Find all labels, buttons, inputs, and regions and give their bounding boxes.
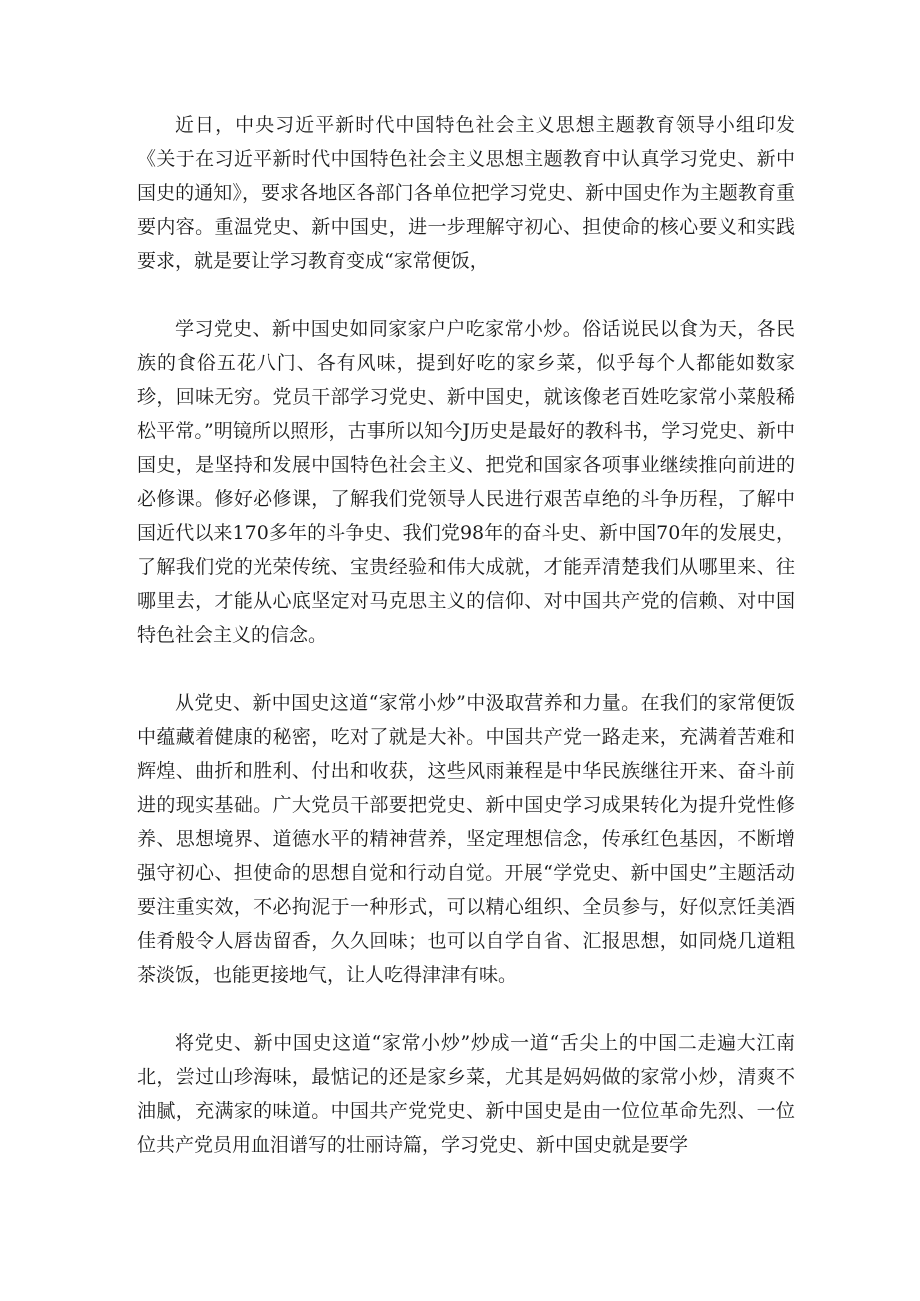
paragraph-3: 从党史、新中国史这道“家常小炒”中汲取营养和力量。在我们的家常便饭中蕴藏着健康的秘密，吃对了就是大补。中国共产党一路走来，充满着苦难和辉煌、曲折和胜利、付出和收获，这些风雨兼程是中华民族继往开来、奋斗前进的现实基础。广大党员干部要把党史、新中国史学习成果转化为提升党性修养、思想境界、道德水平的精神营养，坚定理想信念，传承红色基因，不断增强守初心、担使命的思想自觉和行动自觉。开展“学党史、新中国史”主题活动要注重实效，不必拘泥于一种形式，可以精心组织、全员参与，好似烹饪美酒佳肴般令人唇齿留香，久久回味；也可以自学自省、汇报思想，如同烧几道粗茶淡饭，也能更接地气，让人吃得津津有味。 bbox=[137, 692, 795, 986]
document-body bbox=[137, 108, 795, 1196]
paragraph-1: 近日，中央习近平新时代中国特色社会主义思想主题教育领导小组印发《关于在习近平新时代中国特色社会主义思想主题教育中认真学习党史、新中国史的通知》，要求各地区各部门各单位把学习党史、新中国史作为主题教育重要内容。重温党史、新中国史，进一步理解守初心、担使命的核心要义和实践要求，就是要让学习教育变成“家常便饭， bbox=[137, 114, 795, 272]
paragraph-2: 学习党史、新中国史如同家家户户吃家常小炒。俗话说民以食为天，各民族的食俗五花八门、各有风味，提到好吃的家乡菜，似乎每个人都能如数家珍，回味无穷。党员干部学习党史、新中国史，就该像老百姓吃家常小菜般稀松平常。”明镜所以照形，古事所以知今J历史是最好的教科书，学习党史、新中国史，是坚持和发展中国特色社会主义、把党和国家各项事业继续推向前进的必修课。修好必修课，了解我们党领导人民进行艰苦卓绝的斗争历程，了解中国近代以来170多年的斗争史、我们党98年的奋斗史、新中国70年的发展史，了解我们党的光荣传统、宝贵经验和伟大成就，才能弄清楚我们从哪里来、往哪里去，才能从心底坚定对马克思主义的信仰、对中国共产党的信赖、对中国特色社会主义的信念。 bbox=[137, 318, 795, 646]
paragraph-4: 将党史、新中国史这道“家常小炒”炒成一道“舌尖上的中国二走遍大江南北，尝过山珍海味，最惦记的还是家乡菜，尤其是妈妈做的家常小炒，清爽不油腻，充满家的味道。中国共产党党史、新中国史是由一位位革命先烈、一位位共产党员用血泪谱写的壮丽诗篇，学习党史、新中国史就是要学 bbox=[137, 1032, 795, 1156]
